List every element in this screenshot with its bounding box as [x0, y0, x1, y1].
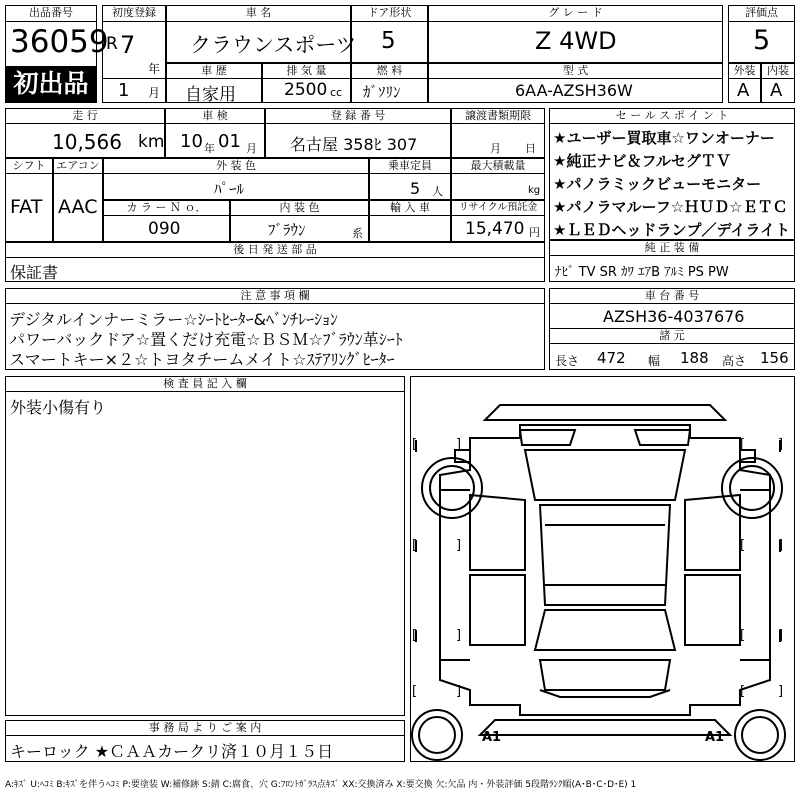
door-rear-right [685, 575, 740, 645]
legend: A:ｷｽﾞ U:ﾍｺﾐ B:ｷｽﾞを伴うﾍｺﾐ P:要塗装 W:補修跡 S:錆 C:腐食、穴 G:ﾌﾛﾝﾄｶﾞﾗｽ点ｷｽﾞ XX:交換済み X:要交換 欠:欠品 内・外装評価 5段階ﾗﾝｸ順(A･B･C･D･E) 1 [5, 780, 637, 790]
later-parts-label: 後 日 発 送 部 品 [5, 242, 545, 258]
score: 5 [753, 25, 771, 56]
chassis-number: AZSH36-4037676 [603, 307, 745, 326]
shift: FAT [10, 196, 43, 218]
plate-number: 名古屋 358ﾋ 307 [290, 135, 418, 154]
import-label: 輸 入 車 [369, 200, 451, 216]
interior-grade: A [770, 80, 783, 101]
equipment-label: 純 正 装 備 [549, 240, 795, 256]
inspection-year: 10 [180, 131, 203, 152]
door-rear-left [470, 575, 525, 645]
transfer-day-unit: 日 [525, 142, 536, 155]
car-name-label: 車 名 [166, 5, 351, 22]
bracket-mid-right: [ [740, 538, 746, 553]
trunk [540, 660, 670, 690]
notes-line: スマートキー×２☆トヨタチームメイト☆ｽﾃｱﾘﾝｸﾞﾋｰﾀｰ [9, 350, 395, 369]
door-front-right [685, 495, 740, 570]
bracket-top-right: [ [740, 437, 746, 452]
lot-number: 36059 [10, 24, 109, 60]
bracket-low-right: [ [740, 628, 746, 643]
bracket-side-left-close: ] [456, 684, 462, 699]
month-unit: 月 [148, 86, 161, 100]
car-name: クラウンスポーツ [190, 33, 357, 57]
fuel-label: 燃 料 [351, 63, 428, 79]
year-unit: 年 [148, 62, 161, 76]
history: 自家用 [185, 85, 236, 105]
damage-mark-right: A1 [705, 730, 725, 745]
sales-point-item: ★パノラマルーフ☆ＨＵＤ☆ＥＴＣ [553, 198, 788, 216]
sales-point-item: ★ユーザー買取車☆ワンオーナー [553, 129, 775, 147]
bracket-top-right-close: ] [778, 437, 784, 452]
rear-bumper [480, 720, 730, 735]
bracket-mid-left-close: ] [456, 538, 462, 553]
bracket-top-left: [ [412, 437, 418, 452]
registration-year: 7 [120, 31, 136, 59]
era-prefix: R [106, 34, 118, 54]
mileage: 10,566 [52, 130, 122, 154]
length: 472 [597, 349, 626, 367]
model-label: 型 式 [428, 63, 723, 79]
door-label: ドア形状 [351, 5, 428, 22]
inspector-label: 検 査 員 記 入 欄 [5, 376, 405, 392]
transfer-month-unit: 月 [490, 142, 501, 155]
color-no: 090 [148, 219, 181, 239]
inspector-note: 外装小傷有り [10, 398, 107, 417]
bracket-side-right: [ [740, 684, 746, 699]
height: 156 [760, 349, 789, 367]
dimensions-label: 諸 元 [549, 328, 795, 344]
plate-label: 登 録 番 号 [265, 108, 451, 124]
registration-month: 1 [118, 80, 130, 101]
bracket-top-left-close: ] [456, 437, 462, 452]
int-color: ﾌﾞﾗｳﾝ [268, 221, 306, 239]
sales-point-item: ★純正ナビ＆フルセグＴＶ [553, 152, 731, 170]
transfer-label: 譲渡書類期限 [451, 108, 545, 124]
notes-line: パワーバックドア☆置くだけ充電☆ＢＳＭ☆ﾌﾞﾗｳﾝ革ｼｰﾄ [9, 330, 403, 349]
width-label: 幅 [648, 354, 661, 368]
headlight-right [635, 430, 690, 445]
ext-color-label: 外 装 色 [103, 158, 369, 174]
load-label: 最大積載量 [451, 158, 545, 174]
door-front-left [470, 495, 525, 570]
load-unit: kg [528, 185, 541, 196]
grade-label: グ レ ー ド [428, 5, 723, 22]
first-registration-label: 初度登録 [102, 5, 166, 22]
notes-line: デジタルインナーミラー☆ｼｰﾄﾋｰﾀｰ&ﾍﾞﾝﾁﾚｰｼｮﾝ [9, 310, 339, 329]
length-label: 長さ [555, 354, 580, 368]
aircon-label: エアコン [53, 158, 103, 174]
sales-point-item: ★ＬＥＤヘッドランプ／デイライト [553, 221, 790, 239]
mileage-label: 走 行 [5, 108, 165, 124]
exterior-grade-label: 外装 [728, 63, 761, 79]
bracket-mid-left: [ [412, 538, 418, 553]
interior-grade-label: 内装 [761, 63, 795, 79]
inspection-label: 車 検 [165, 108, 265, 124]
bracket-mid-right-close: ] [778, 538, 784, 553]
history-label: 車 歴 [166, 63, 262, 79]
displacement: 2500 [284, 80, 328, 100]
capacity-label: 乗車定員 [369, 158, 451, 174]
aircon: AAC [58, 196, 98, 218]
recycle-amount: 15,470 [465, 219, 525, 239]
recycle-label: リサイクル預託金 [451, 200, 545, 216]
shift-label: シフト [5, 158, 53, 174]
width: 188 [680, 349, 709, 367]
notes-label: 注 意 事 項 欄 [5, 288, 545, 304]
ext-color: ﾊﾟｰﾙ [214, 180, 245, 198]
int-color-unit: 系 [352, 227, 363, 240]
inspection-month-unit: 月 [246, 142, 257, 155]
score-label: 評価点 [728, 5, 795, 22]
inspection-month: 01 [218, 131, 241, 152]
color-no-label: カ ラ ー Ｎ ｏ． [103, 200, 230, 216]
first-listing-badge: 初出品 [6, 66, 96, 102]
sales-points-label: セ ー ル ス ポ イ ン ト [549, 108, 795, 124]
office-label: 事 務 局 よ り ご 案 内 [5, 720, 405, 736]
chassis-label: 車 台 番 号 [549, 288, 795, 304]
height-label: 高さ [722, 354, 747, 368]
inspection-year-unit: 年 [204, 142, 215, 155]
grade: Z 4WD [535, 27, 617, 55]
recycle-unit: 円 [529, 226, 540, 239]
capacity-unit: 人 [432, 185, 443, 198]
damage-mark-left: A1 [482, 730, 502, 745]
bracket-side-right-close: ] [778, 684, 784, 699]
bracket-low-left: [ [412, 628, 418, 643]
lot-number-label: 出品番号 [5, 5, 97, 22]
model: 6AA-AZSH36W [515, 81, 633, 100]
roof [540, 505, 670, 605]
later-parts: 保証書 [10, 263, 59, 282]
bracket-side-left: [ [412, 684, 418, 699]
int-color-label: 内 装 色 [230, 200, 369, 216]
capacity: 5 [410, 179, 421, 198]
displacement-unit: cc [330, 86, 343, 99]
equipment: ﾅﾋﾞ TV SR ｶﾜ ｴｱB ｱﾙﾐ PS PW [555, 265, 729, 280]
rear-window [535, 610, 675, 650]
bracket-low-right-close: ] [778, 628, 784, 643]
office-note: キーロック ★ＣＡＡカークリ済１０月１５日 [10, 742, 334, 761]
headlight-left [520, 430, 575, 445]
mileage-unit: km [138, 132, 165, 152]
windshield [525, 450, 685, 500]
exterior-grade: A [737, 80, 750, 101]
displacement-label: 排 気 量 [262, 63, 351, 79]
bracket-low-left-close: ] [456, 628, 462, 643]
door-count: 5 [381, 28, 396, 54]
fuel: ｶﾞｿﾘﾝ [363, 83, 401, 101]
front-bumper [485, 405, 725, 420]
sales-point-item: ★パノラミックビューモニター [553, 175, 762, 193]
